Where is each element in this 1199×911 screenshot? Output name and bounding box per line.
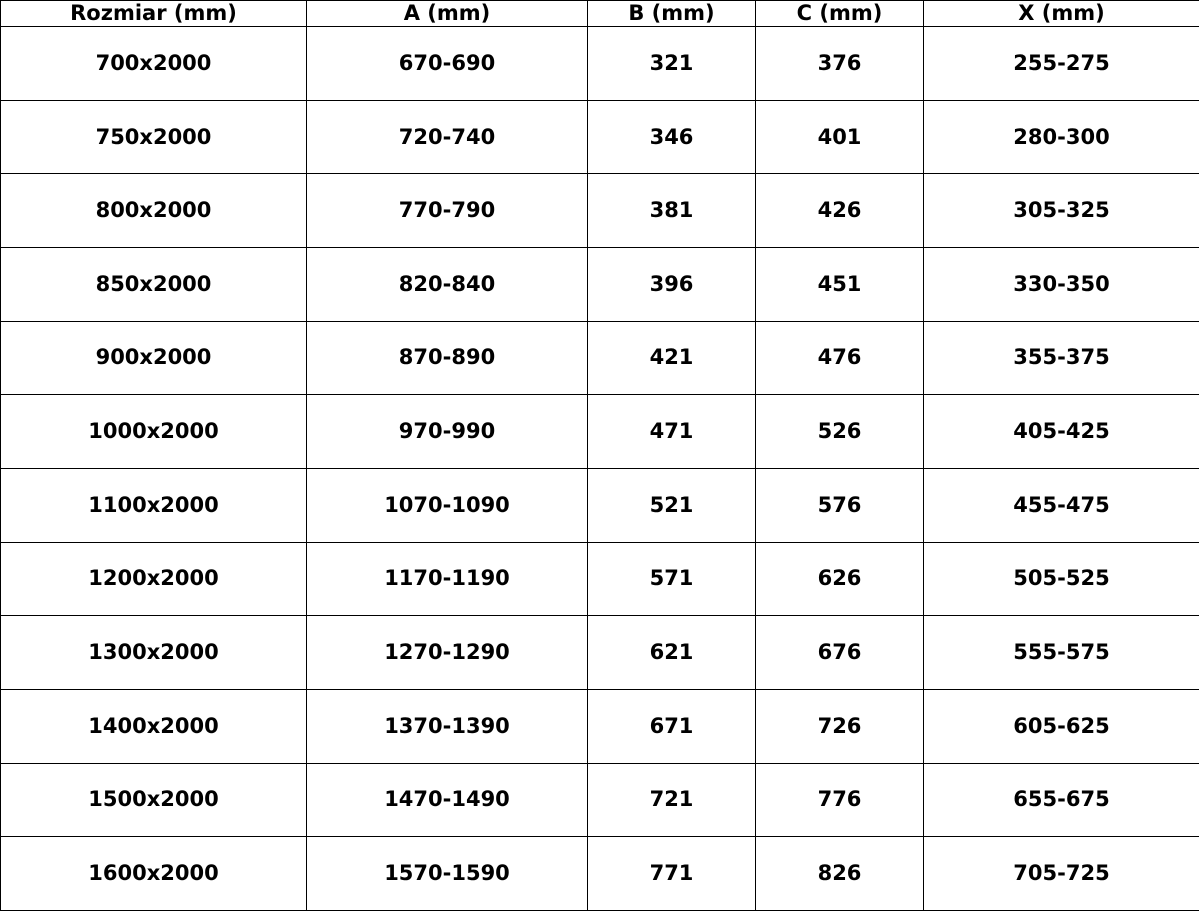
table-row bbox=[1, 542, 1199, 616]
cell-x: 505-525 bbox=[924, 542, 1199, 616]
cell-c: 576 bbox=[756, 469, 924, 543]
cell-rozmiar: 1500x2000 bbox=[1, 763, 307, 837]
cell-rozmiar: 900x2000 bbox=[1, 321, 307, 395]
cell-rozmiar: 1300x2000 bbox=[1, 616, 307, 690]
cell-b: 471 bbox=[588, 395, 756, 469]
cell-b: 571 bbox=[588, 542, 756, 616]
cell-rozmiar: 1600x2000 bbox=[1, 837, 307, 911]
table-row bbox=[1, 616, 1199, 690]
cell-a: 820-840 bbox=[307, 248, 588, 322]
cell-a: 1270-1290 bbox=[307, 616, 588, 690]
table-header bbox=[1, 1, 1199, 27]
cell-c: 626 bbox=[756, 542, 924, 616]
cell-rozmiar: 1400x2000 bbox=[1, 689, 307, 763]
cell-a: 1370-1390 bbox=[307, 689, 588, 763]
cell-c: 826 bbox=[756, 837, 924, 911]
cell-x: 255-275 bbox=[924, 27, 1199, 101]
cell-c: 376 bbox=[756, 27, 924, 101]
table-row bbox=[1, 248, 1199, 322]
cell-b: 381 bbox=[588, 174, 756, 248]
cell-b: 421 bbox=[588, 321, 756, 395]
cell-a: 670-690 bbox=[307, 27, 588, 101]
cell-a: 1570-1590 bbox=[307, 837, 588, 911]
column-header-c: C (mm) bbox=[756, 1, 924, 27]
cell-a: 870-890 bbox=[307, 321, 588, 395]
cell-c: 426 bbox=[756, 174, 924, 248]
cell-a: 720-740 bbox=[307, 100, 588, 174]
table-row bbox=[1, 763, 1199, 837]
cell-x: 330-350 bbox=[924, 248, 1199, 322]
cell-c: 526 bbox=[756, 395, 924, 469]
cell-a: 1170-1190 bbox=[307, 542, 588, 616]
cell-c: 401 bbox=[756, 100, 924, 174]
cell-b: 346 bbox=[588, 100, 756, 174]
cell-x: 455-475 bbox=[924, 469, 1199, 543]
table-row bbox=[1, 100, 1199, 174]
column-header-a: A (mm) bbox=[307, 1, 588, 27]
table-row bbox=[1, 27, 1199, 101]
cell-rozmiar: 850x2000 bbox=[1, 248, 307, 322]
cell-x: 405-425 bbox=[924, 395, 1199, 469]
table-row bbox=[1, 395, 1199, 469]
cell-b: 321 bbox=[588, 27, 756, 101]
cell-c: 676 bbox=[756, 616, 924, 690]
cell-c: 451 bbox=[756, 248, 924, 322]
cell-b: 671 bbox=[588, 689, 756, 763]
cell-rozmiar: 750x2000 bbox=[1, 100, 307, 174]
cell-c: 476 bbox=[756, 321, 924, 395]
cell-b: 396 bbox=[588, 248, 756, 322]
table-header-row bbox=[1, 1, 1199, 27]
cell-x: 355-375 bbox=[924, 321, 1199, 395]
table-row bbox=[1, 469, 1199, 543]
table-body bbox=[1, 27, 1199, 911]
cell-rozmiar: 1000x2000 bbox=[1, 395, 307, 469]
cell-a: 970-990 bbox=[307, 395, 588, 469]
cell-a: 1070-1090 bbox=[307, 469, 588, 543]
cell-x: 280-300 bbox=[924, 100, 1199, 174]
cell-b: 721 bbox=[588, 763, 756, 837]
cell-c: 726 bbox=[756, 689, 924, 763]
table-row bbox=[1, 837, 1199, 911]
cell-x: 705-725 bbox=[924, 837, 1199, 911]
cell-b: 771 bbox=[588, 837, 756, 911]
cell-x: 555-575 bbox=[924, 616, 1199, 690]
cell-b: 621 bbox=[588, 616, 756, 690]
cell-b: 521 bbox=[588, 469, 756, 543]
cell-rozmiar: 800x2000 bbox=[1, 174, 307, 248]
cell-x: 605-625 bbox=[924, 689, 1199, 763]
column-header-rozmiar: Rozmiar (mm) bbox=[1, 1, 307, 27]
cell-x: 305-325 bbox=[924, 174, 1199, 248]
cell-rozmiar: 1100x2000 bbox=[1, 469, 307, 543]
column-header-x: X (mm) bbox=[924, 1, 1199, 27]
cell-c: 776 bbox=[756, 763, 924, 837]
cell-x: 655-675 bbox=[924, 763, 1199, 837]
cell-a: 1470-1490 bbox=[307, 763, 588, 837]
table-row bbox=[1, 689, 1199, 763]
table-row bbox=[1, 321, 1199, 395]
cell-rozmiar: 1200x2000 bbox=[1, 542, 307, 616]
table-row bbox=[1, 174, 1199, 248]
column-header-b: B (mm) bbox=[588, 1, 756, 27]
cell-rozmiar: 700x2000 bbox=[1, 27, 307, 101]
cell-a: 770-790 bbox=[307, 174, 588, 248]
